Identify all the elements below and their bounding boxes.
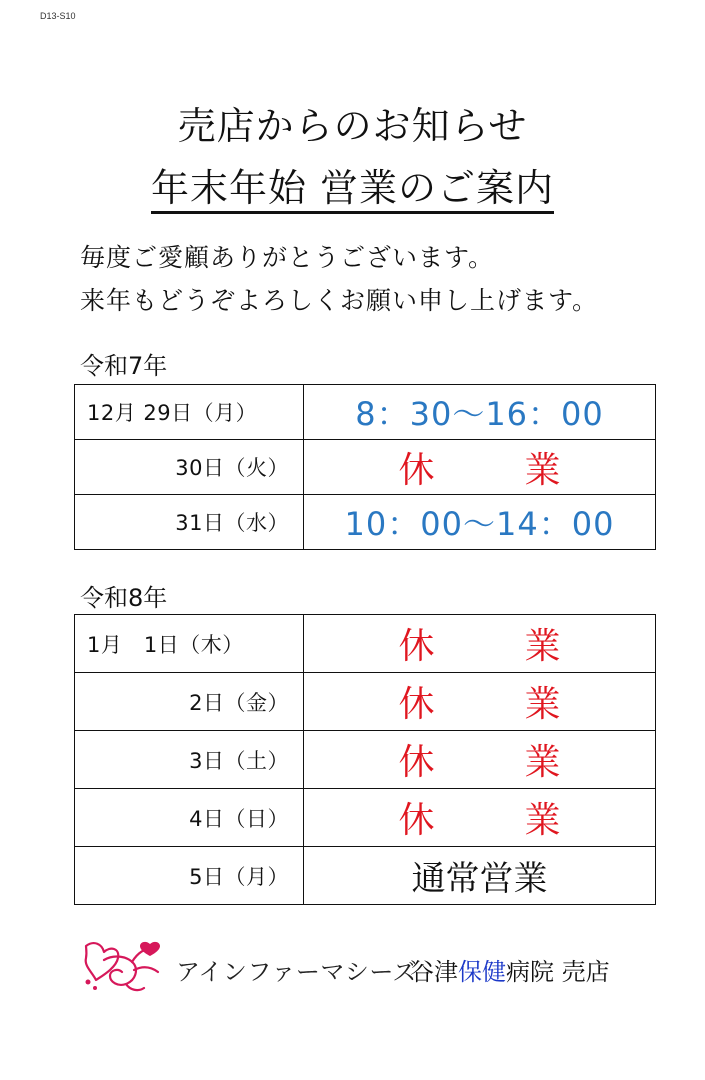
table-row <box>75 847 656 905</box>
closed-char-2: 業 <box>524 449 561 491</box>
document-code: D13-S10 <box>40 11 76 21</box>
date-cell: 30日（火） <box>75 440 304 495</box>
closed-cell <box>304 615 656 673</box>
date-cell: 31日（水） <box>75 495 304 550</box>
closed-char-2: 業 <box>524 800 561 841</box>
shop-name-part2: 病院 売店 <box>506 958 610 986</box>
date-cell: 4日（日） <box>75 789 304 847</box>
closed-char-1: 休 <box>398 684 435 725</box>
schedule-table-reiwa7 <box>74 384 656 550</box>
schedule-table-reiwa8 <box>74 614 656 905</box>
date-cell: 5日（月） <box>75 847 304 905</box>
date-cell: 2日（金） <box>75 673 304 731</box>
table-row <box>75 673 656 731</box>
date-cell: 1月 1日（木） <box>75 615 304 673</box>
hours-cell: 8：30～16：00 <box>304 385 656 440</box>
closed-char-1: 休 <box>398 626 435 667</box>
closed-cell <box>304 731 656 789</box>
table-row <box>75 615 656 673</box>
closed-char-2: 業 <box>524 742 561 783</box>
date-cell: 3日（土） <box>75 731 304 789</box>
greeting-line-1: 毎度ご愛顧ありがとうございます。 <box>80 243 495 272</box>
shop-name-accent: 保健 <box>458 958 506 986</box>
closed-char-2: 業 <box>524 626 561 667</box>
year-label-reiwa7: 令和7年 <box>80 352 168 380</box>
page-title: 売店からのお知らせ <box>177 104 528 148</box>
table-row <box>75 385 656 440</box>
brand-name: アインファーマシーズ <box>176 958 418 986</box>
closed-cell <box>304 789 656 847</box>
greeting-line-2: 来年もどうぞよろしくお願い申し上げます。 <box>80 286 599 315</box>
year-label-reiwa8: 令和8年 <box>80 584 168 612</box>
table-row <box>75 789 656 847</box>
table-row <box>75 495 656 550</box>
shop-name-part1: 谷津 <box>410 958 458 986</box>
closed-char-1: 休 <box>398 449 435 491</box>
table-row <box>75 440 656 495</box>
dove-heart-logo-icon <box>80 936 170 996</box>
page-subtitle <box>0 157 705 212</box>
subtitle-text: 年末年始 営業のご案内 <box>151 166 554 214</box>
table-row <box>75 731 656 789</box>
closed-cell <box>304 673 656 731</box>
shop-name <box>410 952 610 987</box>
footer <box>80 936 660 996</box>
closed-char-1: 休 <box>398 800 435 841</box>
closed-char-1: 休 <box>398 742 435 783</box>
normal-hours-cell: 通常営業 <box>304 847 656 905</box>
hours-cell: 10：00～14：00 <box>304 495 656 550</box>
closed-char-2: 業 <box>524 684 561 725</box>
date-cell: 12月 29日（月） <box>75 385 304 440</box>
closed-cell <box>304 440 656 495</box>
